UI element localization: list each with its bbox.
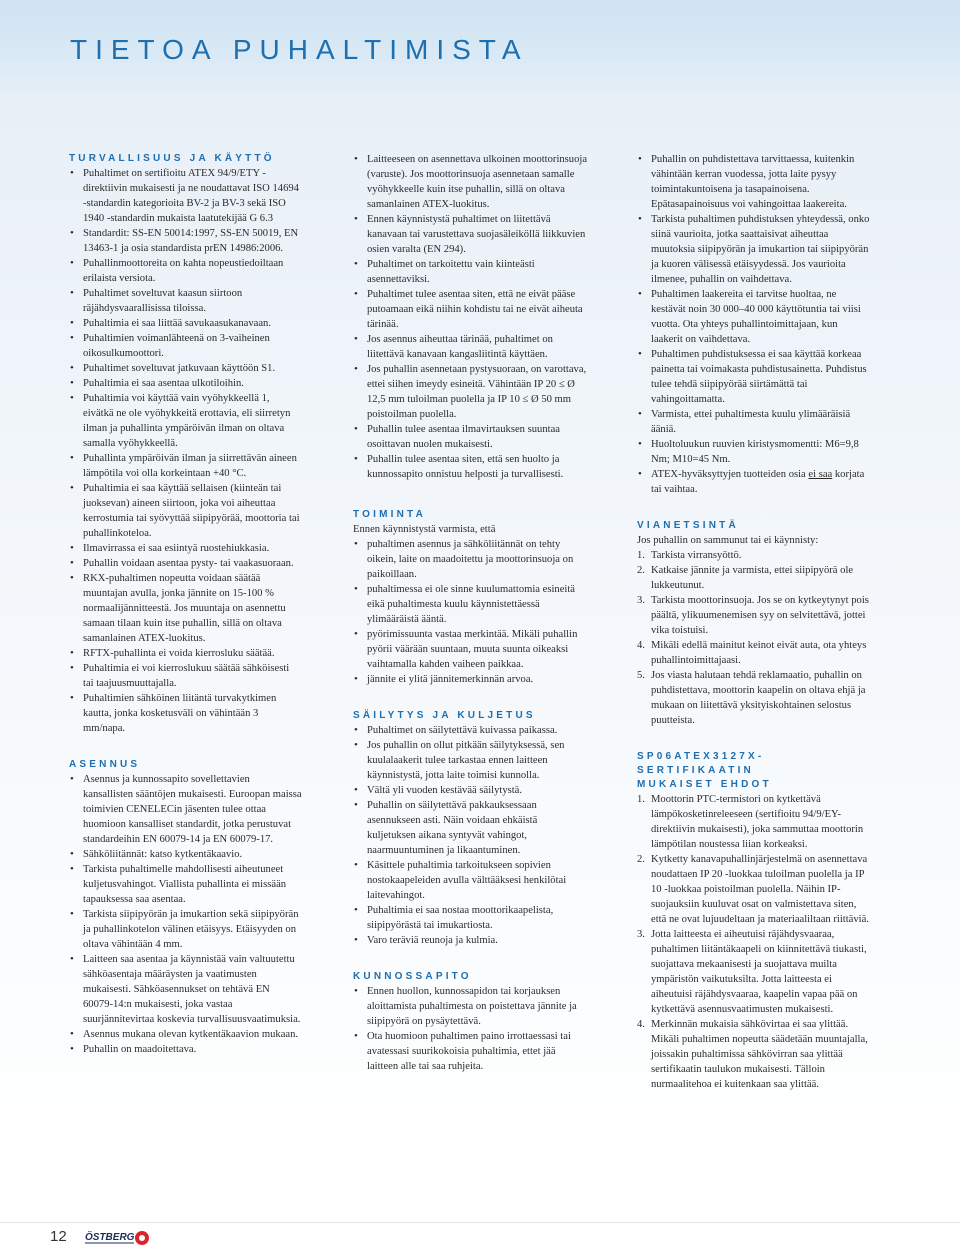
item-number: 4. bbox=[637, 1019, 645, 1030]
list-item: • puhaltimen asennus ja sähköliitännät on tehty oikein, laite on maadoitettu ja moottorinsuoja on paikoillaan. bbox=[353, 537, 588, 582]
list-item: • Jos asennus aiheuttaa tärinää, puhaltimet on liitettävä kanavaan kangasliitintä käyttäen. bbox=[353, 332, 588, 362]
list-kunnossapito bbox=[353, 984, 588, 1074]
list-item: • Puhaltimia voi käyttää vain vyöhykkeellä 1, eivätkä ne ole vyöhykkeitä erottavia, eli siirretyn ilman ja puhallinta ympäröivän ilman on oltava samalla vyöhykkeellä. bbox=[69, 391, 302, 451]
list-item: • Puhaltimet on säilytettävä kuivassa paikassa. bbox=[353, 723, 588, 738]
logo-text: ÖSTBERG bbox=[85, 1232, 135, 1243]
list-item: • Ota huomioon puhaltimen paino irrottaessasi tai avatessasi suurikokoisia puhaltimia, ettet jää laitteen alle tai saa ruhjeita. bbox=[353, 1029, 588, 1074]
item-number: 2. bbox=[637, 854, 645, 865]
list-sertifikaatti bbox=[637, 792, 871, 1092]
page-number: 12 bbox=[50, 1228, 67, 1245]
item-number: 3. bbox=[637, 595, 645, 606]
list-item: • pyörimissuunta vastaa merkintää. Mikäli puhallin pyörii väärään suuntaan, muuta suunta oikeaksi vaihtamalla kahden vaiheen paikkaa. bbox=[353, 627, 588, 672]
item-number: 3. bbox=[637, 929, 645, 940]
list-asennus bbox=[69, 772, 302, 1057]
list-item: • Puhallin on puhdistettava tarvittaessa, kuitenkin vähintään kerran vuodessa, jotta laite pysyy toimintakuntoisena ja tasapainoisena. Epätasapainoisuus voi vahingoittaa laakereita. bbox=[637, 152, 871, 212]
column-1 bbox=[69, 152, 302, 1057]
list-kunnossapito-cont bbox=[637, 152, 871, 467]
list-toiminta bbox=[353, 537, 588, 687]
list-item: • Puhaltimia ei voi kierroslukuu säätää sähköisesti tai taajuusmuuttajalla. bbox=[69, 661, 302, 691]
numbered-item bbox=[637, 852, 871, 927]
numbered-item bbox=[637, 638, 871, 668]
column-2 bbox=[353, 152, 588, 1074]
numbered-item bbox=[637, 792, 871, 852]
list-item: • Sähköliitännät: katso kytkentäkaavio. bbox=[69, 847, 302, 862]
list-item: • Laitteen saa asentaa ja käynnistää vain valtuutettu sähköasentaja määräysten ja vaatimusten mukaisesti. Sähköasennukset on tehtävä EN 60079-14:n mukaisesti, joka vastaa suurjännitevirtaa koskevia turvallisuusvaatimuksia. bbox=[69, 952, 302, 1027]
item-number: 5. bbox=[637, 670, 645, 681]
page-header-band bbox=[0, 0, 960, 97]
list-item: • Tarkista puhaltimelle mahdollisesti aiheutuneet kuljetusvahingot. Viallista puhallinta ei missään tapauksessa saa asentaa. bbox=[69, 862, 302, 907]
numbered-item bbox=[637, 668, 871, 728]
list-item: • Varmista, ettei puhaltimesta kuulu ylimääräisiä ääniä. bbox=[637, 407, 871, 437]
list-item: • Puhaltimia ei saa liittää savukaasukanavaan. bbox=[69, 316, 302, 331]
list-item: • Asennus mukana olevan kytkentäkaavion mukaan. bbox=[69, 1027, 302, 1042]
list-item: • Puhaltimia ei saa nostaa moottorikaapelista, siipipyörästä tai imukartiosta. bbox=[353, 903, 588, 933]
list-item: • puhaltimessa ei ole sinne kuulumattomia esineitä eikä puhaltimesta kuulu käynnistettäessä ylimääräistä ääntä. bbox=[353, 582, 588, 627]
atex-text-post: korjata tai vaihtaa. bbox=[651, 469, 865, 495]
list-item: • jännite ei ylitä jännitemerkinnän arvoa. bbox=[353, 672, 588, 687]
list-item: • Puhallin voidaan asentaa pysty- tai vaakasuoraan. bbox=[69, 556, 302, 571]
numbered-item bbox=[637, 563, 871, 593]
atex-text-pre: ATEX-hyväksyttyjen tuotteiden osia bbox=[651, 469, 809, 480]
item-text: Kytketty kanavapuhallinjärjestelmä on asennettava noudattaen IP 20 -luokkaa tuloilman puolella ja IP 10 -luokkaa poistoilman puolella. Näihin IP-suojauksiin kuuluvat osat on valmistettava siten, että ne ovat lujuudeltaan ja materiaaliltaan riittäviä. bbox=[651, 854, 869, 925]
item-text: Jotta laitteesta ei aiheutuisi räjähdysvaaraa, puhaltimen liitäntäkaapeli on kiinnitettävä tiukasti, suojattava mekaanisesti ja suojattava muilta ympäristön vaikutuksilta. Jotta laitteesta ei aiheutuisi räjähdysvaaraa, kaapelin vapaa pää on kytkettävä asennusvaatimusten mukaisesti. bbox=[651, 929, 867, 1015]
list-item: • Puhaltimia ei saa käyttää sellaisen (kiinteän tai juoksevan) aineen siirtoon, joka voi aiheuttaa kerrostumia tai syövyttää siipipyörää, moottoria tai puhallinkoteloa. bbox=[69, 481, 302, 541]
list-item: • Puhaltimet tulee asentaa siten, että ne eivät pääse putoamaan eikä niihin kohdistu tai ne eivät aiheuta tärinää. bbox=[353, 287, 588, 332]
item-text: Katkaise jännite ja varmista, ettei siipipyörä ole lukkeutunut. bbox=[651, 565, 854, 591]
section-title-sailytys: SÄILYTYS JA KULJETUS bbox=[353, 710, 536, 721]
list-sailytys bbox=[353, 723, 588, 948]
footer-divider bbox=[0, 1222, 960, 1223]
list-item bbox=[637, 467, 871, 497]
item-text: Jos viasta halutaan tehdä reklamaatio, puhallin on puhdistettava, moottorin kaapelin on oltava ehjä ja mukaan on liitettävä yksityiskohtainen selostus puutteista. bbox=[651, 670, 866, 726]
list-item: • Vältä yli vuoden kestävää säilytystä. bbox=[353, 783, 588, 798]
list-item: • Puhaltimen puhdistuksessa ei saa käyttää korkeaa painetta tai voimakasta puhdistusainetta. Puhdistus tulee tehdä siipipyörää siirtämättä tai vahingoittamatta. bbox=[637, 347, 871, 407]
list-turvallisuus bbox=[69, 166, 302, 736]
list-atex bbox=[637, 467, 871, 497]
list-item: • Puhaltimia ei saa asentaa ulkotiloihin. bbox=[69, 376, 302, 391]
list-item: • Puhallin tulee asentaa ilmavirtauksen suuntaa osoittavan nuolen mukaisesti. bbox=[353, 422, 588, 452]
list-item: • Varo teräviä reunoja ja kulmia. bbox=[353, 933, 588, 948]
list-item: • Puhallin tulee asentaa siten, että sen huolto ja kunnossapito onnistuu helposti ja turvallisesti. bbox=[353, 452, 588, 482]
item-number: 1. bbox=[637, 550, 645, 561]
item-text: Merkinnän mukaisia sähkövirtaa ei saa ylittää. Mikäli puhaltimen nopeutta säädetään muuntajalla, joissakin puhaltimissa sähkövirran saa ylittää sertifikaatin taulukon mukaisesti. Tälloin nurmaalitehoa ei kuitenkaan saa ylittää. bbox=[651, 1019, 868, 1090]
list-vianetsinta bbox=[637, 548, 871, 728]
list-item: • Puhaltimen laakereita ei tarvitse huoltaa, ne kestävät noin 30 000–40 000 käyttötuntia tai viisi vuotta. Ota yhteys puhallintoimittajaan, kun laakerit on vaihdettava. bbox=[637, 287, 871, 347]
list-item: • Tarkista puhaltimen puhdistuksen yhteydessä, onko siinä vaurioita, jotka saattaisivat aiheuttaa muutoksia siipipyörän ja imukartion tai siipipyörän ja kuoren välisessä etäisyydessä. Jos vaurioita ilmenee, puhallin on vaihdettava. bbox=[637, 212, 871, 287]
section-title-sertifikaatti-2: MUKAISET EHDOT bbox=[637, 779, 772, 790]
list-item: • Puhaltimet soveltuvat kaasun siirtoon räjähdysvaarallisissa tiloissa. bbox=[69, 286, 302, 316]
toiminta-intro: Ennen käynnistystä varmista, että bbox=[353, 524, 496, 535]
list-item: • Laitteeseen on asennettava ulkoinen moottorinsuoja (varuste). Jos moottorinsuoja asennetaan samalle vyöhykkeelle kuin itse puhallin, sillä on oltava samanlainen ATEX-luokitus. bbox=[353, 152, 588, 212]
list-item: • Puhaltimet soveltuvat jatkuvaan käyttöön S1. bbox=[69, 361, 302, 376]
list-item: • RKX-puhaltimen nopeutta voidaan säätää muuntajan avulla, jonka jännite on 15-100 % normaalijännitteestä. Jos muuntaja on asennettu samaan tilaan kuin itse puhallin, sillä on oltava samanlainen ATEX-luokitus. bbox=[69, 571, 302, 646]
numbered-item bbox=[637, 593, 871, 638]
numbered-item bbox=[637, 927, 871, 1017]
item-text: Moottorin PTC-termistori on kytkettävä lämpökosketinreleeseen (sertifioitu 94/9/EY-direktiivin mukaisesti), joka sammuttaa moottorin lämpötilan noustessa liian korkeaksi. bbox=[651, 794, 864, 850]
list-item: • Puhaltimien sähköinen liitäntä turvakytkimen kautta, jonka kosketusväli on vähintään 3 mm/napa. bbox=[69, 691, 302, 736]
item-number: 4. bbox=[637, 640, 645, 651]
page-title: TIETOA PUHALTIMISTA bbox=[70, 34, 529, 65]
list-item: • Puhallinmoottoreita on kahta nopeustiedoiltaan erilaista versiota. bbox=[69, 256, 302, 286]
item-text: Tarkista moottorinsuoja. Jos se on kytkeytynyt pois päältä, ylikuumenemisen syy on selvitettävä, jottei vika toistuisi. bbox=[651, 595, 869, 636]
section-title-asennus: ASENNUS bbox=[69, 759, 141, 770]
numbered-item bbox=[637, 1017, 871, 1092]
list-item: • Huoltoluukun ruuvien kiristysmomentti: M6=9,8 Nm; M10=45 Nm. bbox=[637, 437, 871, 467]
ostberg-logo bbox=[84, 1228, 150, 1248]
list-asennus-cont bbox=[353, 152, 588, 482]
item-number: 1. bbox=[637, 794, 645, 805]
list-item: • Jos puhallin asennetaan pystysuoraan, on varottava, ettei siihen imeydy esineitä. Vähintään IP 20 ≤ Ø 12,5 mm tuloilman puolella ja IP 10 ≤ Ø 50 mm poistoilman puolella. bbox=[353, 362, 588, 422]
section-title-sertifikaatti-1: SP06ATEX3127X-SERTIFIKAATIN bbox=[637, 751, 765, 776]
atex-text-underlined: ei saa bbox=[808, 469, 833, 480]
list-item: • Ilmavirrassa ei saa esiintyä ruostehiukkasia. bbox=[69, 541, 302, 556]
list-item: • Puhallinta ympäröivän ilman ja siirrettävän aineen lämpötila voi olla korkeintaan +40 °C. bbox=[69, 451, 302, 481]
list-item: • Puhallin on maadoitettava. bbox=[69, 1042, 302, 1057]
item-text: Mikäli edellä mainitut keinot eivät auta, ota yhteys puhallintoimittajaasi. bbox=[651, 640, 867, 666]
item-number: 2. bbox=[637, 565, 645, 576]
section-title-turvallisuus: TURVALLISUUS JA KÄYTTÖ bbox=[69, 153, 275, 164]
numbered-item bbox=[637, 548, 871, 563]
list-item: • Asennus ja kunnossapito sovellettavien kansallisten sääntöjen mukaisesti. Euroopan maissa toimivien CENELECin jäsenten tulee ottaa huomioon kansalliset standardit, jotka perustuvat standardeihin EN 60079-14 ja EN 60079-17. bbox=[69, 772, 302, 847]
list-item: • Puhaltimet on tarkoitettu vain kiinteästi asennettaviksi. bbox=[353, 257, 588, 287]
list-item: • Puhaltimet on sertifioitu ATEX 94/9/ETY -direktiivin mukaisesti ja ne noudattavat ISO 14694 -standardin kategorioita BV-2 ja BV-3 sekä ISO 1940 -standardin mukaista laatutekijää G 6.3 bbox=[69, 166, 302, 226]
list-item: • Tarkista siipipyörän ja imukartion sekä siipipyörän ja puhallinkotelon välinen etäisyys. Etäisyyden on oltava vähintään 4 mm. bbox=[69, 907, 302, 952]
column-3 bbox=[637, 152, 871, 1092]
section-title-kunnossapito: KUNNOSSAPITO bbox=[353, 971, 472, 982]
list-item: • Puhallin on säilytettävä pakkauksessaan asennukseen asti. Näin voidaan ehkäistä kuljetuksen aikana syntyvät vahingot, naarmuuntuminen ja likaantuminen. bbox=[353, 798, 588, 858]
section-title-vianetsinta: VIANETSINTÄ bbox=[637, 520, 739, 531]
vianetsinta-intro: Jos puhallin on sammunut tai ei käynnisty: bbox=[637, 535, 819, 546]
list-item: • Jos puhallin on ollut pitkään säilytyksessä, sen kuulalaakerit tulee tarkastaa ennen laitteen käynnistystä, jotta laite toimisi kunnolla. bbox=[353, 738, 588, 783]
list-item: • Standardit: SS-EN 50014:1997, SS-EN 50019, EN 13463-1 ja osia standardista prEN 14986:2006. bbox=[69, 226, 302, 256]
list-item: • Ennen käynnistystä puhaltimet on liitettävä kanavaan tai varustettava suojasäleiköllä liikkuvien osien varalta (EN 294). bbox=[353, 212, 588, 257]
list-item: • Ennen huollon, kunnossapidon tai korjauksen aloittamista puhaltimesta on poistettava jännite ja siipipyörä on pysäytettävä. bbox=[353, 984, 588, 1029]
list-item: • Puhaltimien voimanlähteenä on 3-vaiheinen oikosulkumoottori. bbox=[69, 331, 302, 361]
list-item: • Käsittele puhaltimia tarkoitukseen sopivien nostokaapeleiden avulla välttääksesi henkilötai laitevahingot. bbox=[353, 858, 588, 903]
section-title-toiminta: TOIMINTA bbox=[353, 509, 427, 520]
item-text: Tarkista virransyöttö. bbox=[651, 550, 742, 561]
list-item: • RFTX-puhallinta ei voida kierrosluku säätää. bbox=[69, 646, 302, 661]
